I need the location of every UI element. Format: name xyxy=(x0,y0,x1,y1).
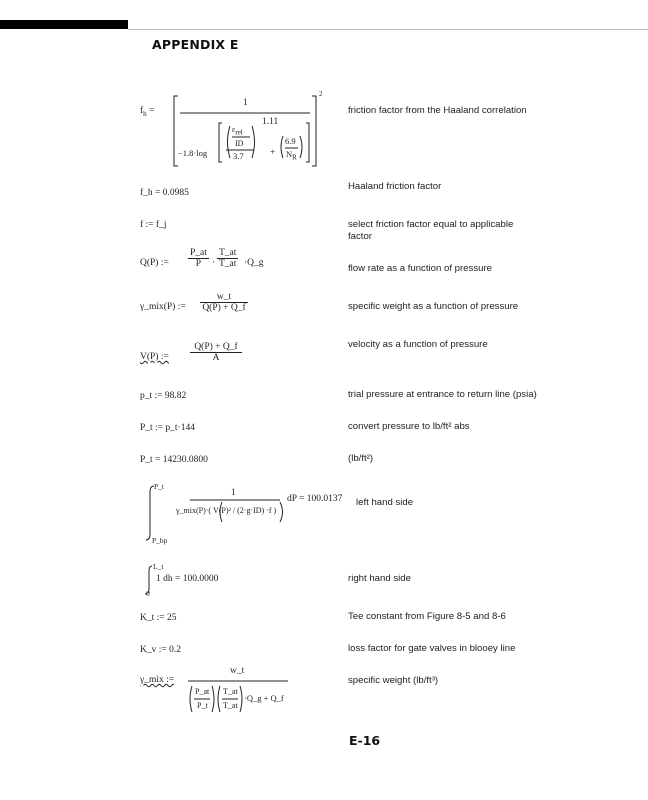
page-number: E-16 xyxy=(349,733,381,748)
vp-label: V(P) := xyxy=(140,352,169,362)
gamma-mix2-label: γ_mix := xyxy=(140,675,175,685)
fh-symbol: $f_h$ = xyxy=(140,106,155,118)
desc-haaland-factor: Haaland friction factor xyxy=(348,181,442,192)
page-title: APPENDIX E xyxy=(152,37,239,52)
desc-right-hand-side: right hand side xyxy=(348,573,411,584)
pt2: P_t xyxy=(197,701,208,710)
numerator-one: 1 xyxy=(243,98,248,108)
eq-f-select: f := f_j xyxy=(140,220,167,230)
int-result: dP = 100.0137 xyxy=(287,494,343,504)
desc-left-hand-side: left hand side xyxy=(356,497,414,508)
eq-integral-rhs xyxy=(140,562,290,598)
eq-valve-loss: K_v := 0.2 xyxy=(140,645,181,655)
three-seven: 3.7 xyxy=(233,151,244,161)
qg-qf-term: ·Q_g + Q_f xyxy=(244,693,284,703)
desc-specific-weight-pressure: specific weight as a function of pressure xyxy=(348,301,519,312)
int-upper: P_t xyxy=(154,482,165,491)
eq-pt-value: P_t = 14230.0800 xyxy=(140,455,208,465)
plus-sign: + xyxy=(270,148,276,158)
eq-convert-pressure: P_t := p_t·144 xyxy=(140,423,195,433)
qg-term: ·Q_g xyxy=(244,258,264,268)
qp-label: Q(P) := xyxy=(140,258,169,268)
id-label: ID xyxy=(235,139,244,148)
eps-rel: $\varepsilon_{rel}$ xyxy=(232,125,243,137)
desc-specific-weight: specific weight (lb/ft³) xyxy=(348,675,439,686)
header-bar xyxy=(0,20,128,29)
int2-lower: 0 xyxy=(146,589,150,598)
desc-convert-pressure: convert pressure to lb/ft² abs xyxy=(348,421,470,432)
q-over-a: $\frac{Q(P) + Q\_f}{A}$ xyxy=(190,342,242,363)
tat4: T_at xyxy=(223,701,238,710)
pat2: P_at xyxy=(195,687,210,696)
minus-log: −1.8·log xyxy=(178,148,208,158)
desc-haaland-correlation: friction factor from the Haaland correlation xyxy=(348,105,527,116)
wt2-numerator: w_t xyxy=(230,666,245,676)
desc-tee-constant: Tee constant from Figure 8-5 and 8-6 xyxy=(348,611,506,622)
exponent-two: 2 xyxy=(319,90,323,98)
tat-over-tat: $\frac{T\_at}{T\_at}$ xyxy=(219,248,237,269)
tat3: T_at xyxy=(223,687,238,696)
int-denominator: γ_mix(P)·( V(P)² / (2·g·ID) ·f ) xyxy=(176,506,277,515)
int2-upper: L_t xyxy=(153,562,164,571)
eq-tee-constant: K_t := 25 xyxy=(140,613,177,623)
six-nine: 6.9 xyxy=(285,136,296,146)
wt-over-q: $\frac{w\_t}{Q(P) + Q\_f}$ xyxy=(200,292,248,313)
pat-over-p: $\frac{P\_at}{P}$ xyxy=(190,248,207,269)
desc-trial-pressure: trial pressure at entrance to return line (psia) xyxy=(348,389,537,400)
eq-haaland xyxy=(140,90,330,170)
eq-trial-pressure: p_t := 98.82 xyxy=(140,391,187,401)
desc-units-lbft2: (lb/ft²) xyxy=(348,453,374,464)
gamma-mix-label: γ_mix(P) := xyxy=(140,302,186,312)
header-rule xyxy=(128,29,648,30)
eq-fh-value: f_h = 0.0985 xyxy=(140,188,189,198)
int-lower: P_bp xyxy=(152,536,168,545)
int-numerator: 1 xyxy=(231,488,236,498)
eq-integral-lhs xyxy=(140,482,355,544)
nr-label: $N_R$ xyxy=(286,149,297,162)
desc-velocity: velocity as a function of pressure xyxy=(348,339,488,350)
int2-body: 1 dh = 100.0000 xyxy=(156,574,219,584)
desc-select-friction: select friction factor equal to applicable factor xyxy=(348,219,514,242)
exponent-1-11: 1.11 xyxy=(262,117,279,127)
desc-loss-factor: loss factor for gate valves in blooey line xyxy=(348,643,516,654)
desc-flow-rate: flow rate as a function of pressure xyxy=(348,263,492,274)
eq-specific-weight xyxy=(140,666,340,718)
